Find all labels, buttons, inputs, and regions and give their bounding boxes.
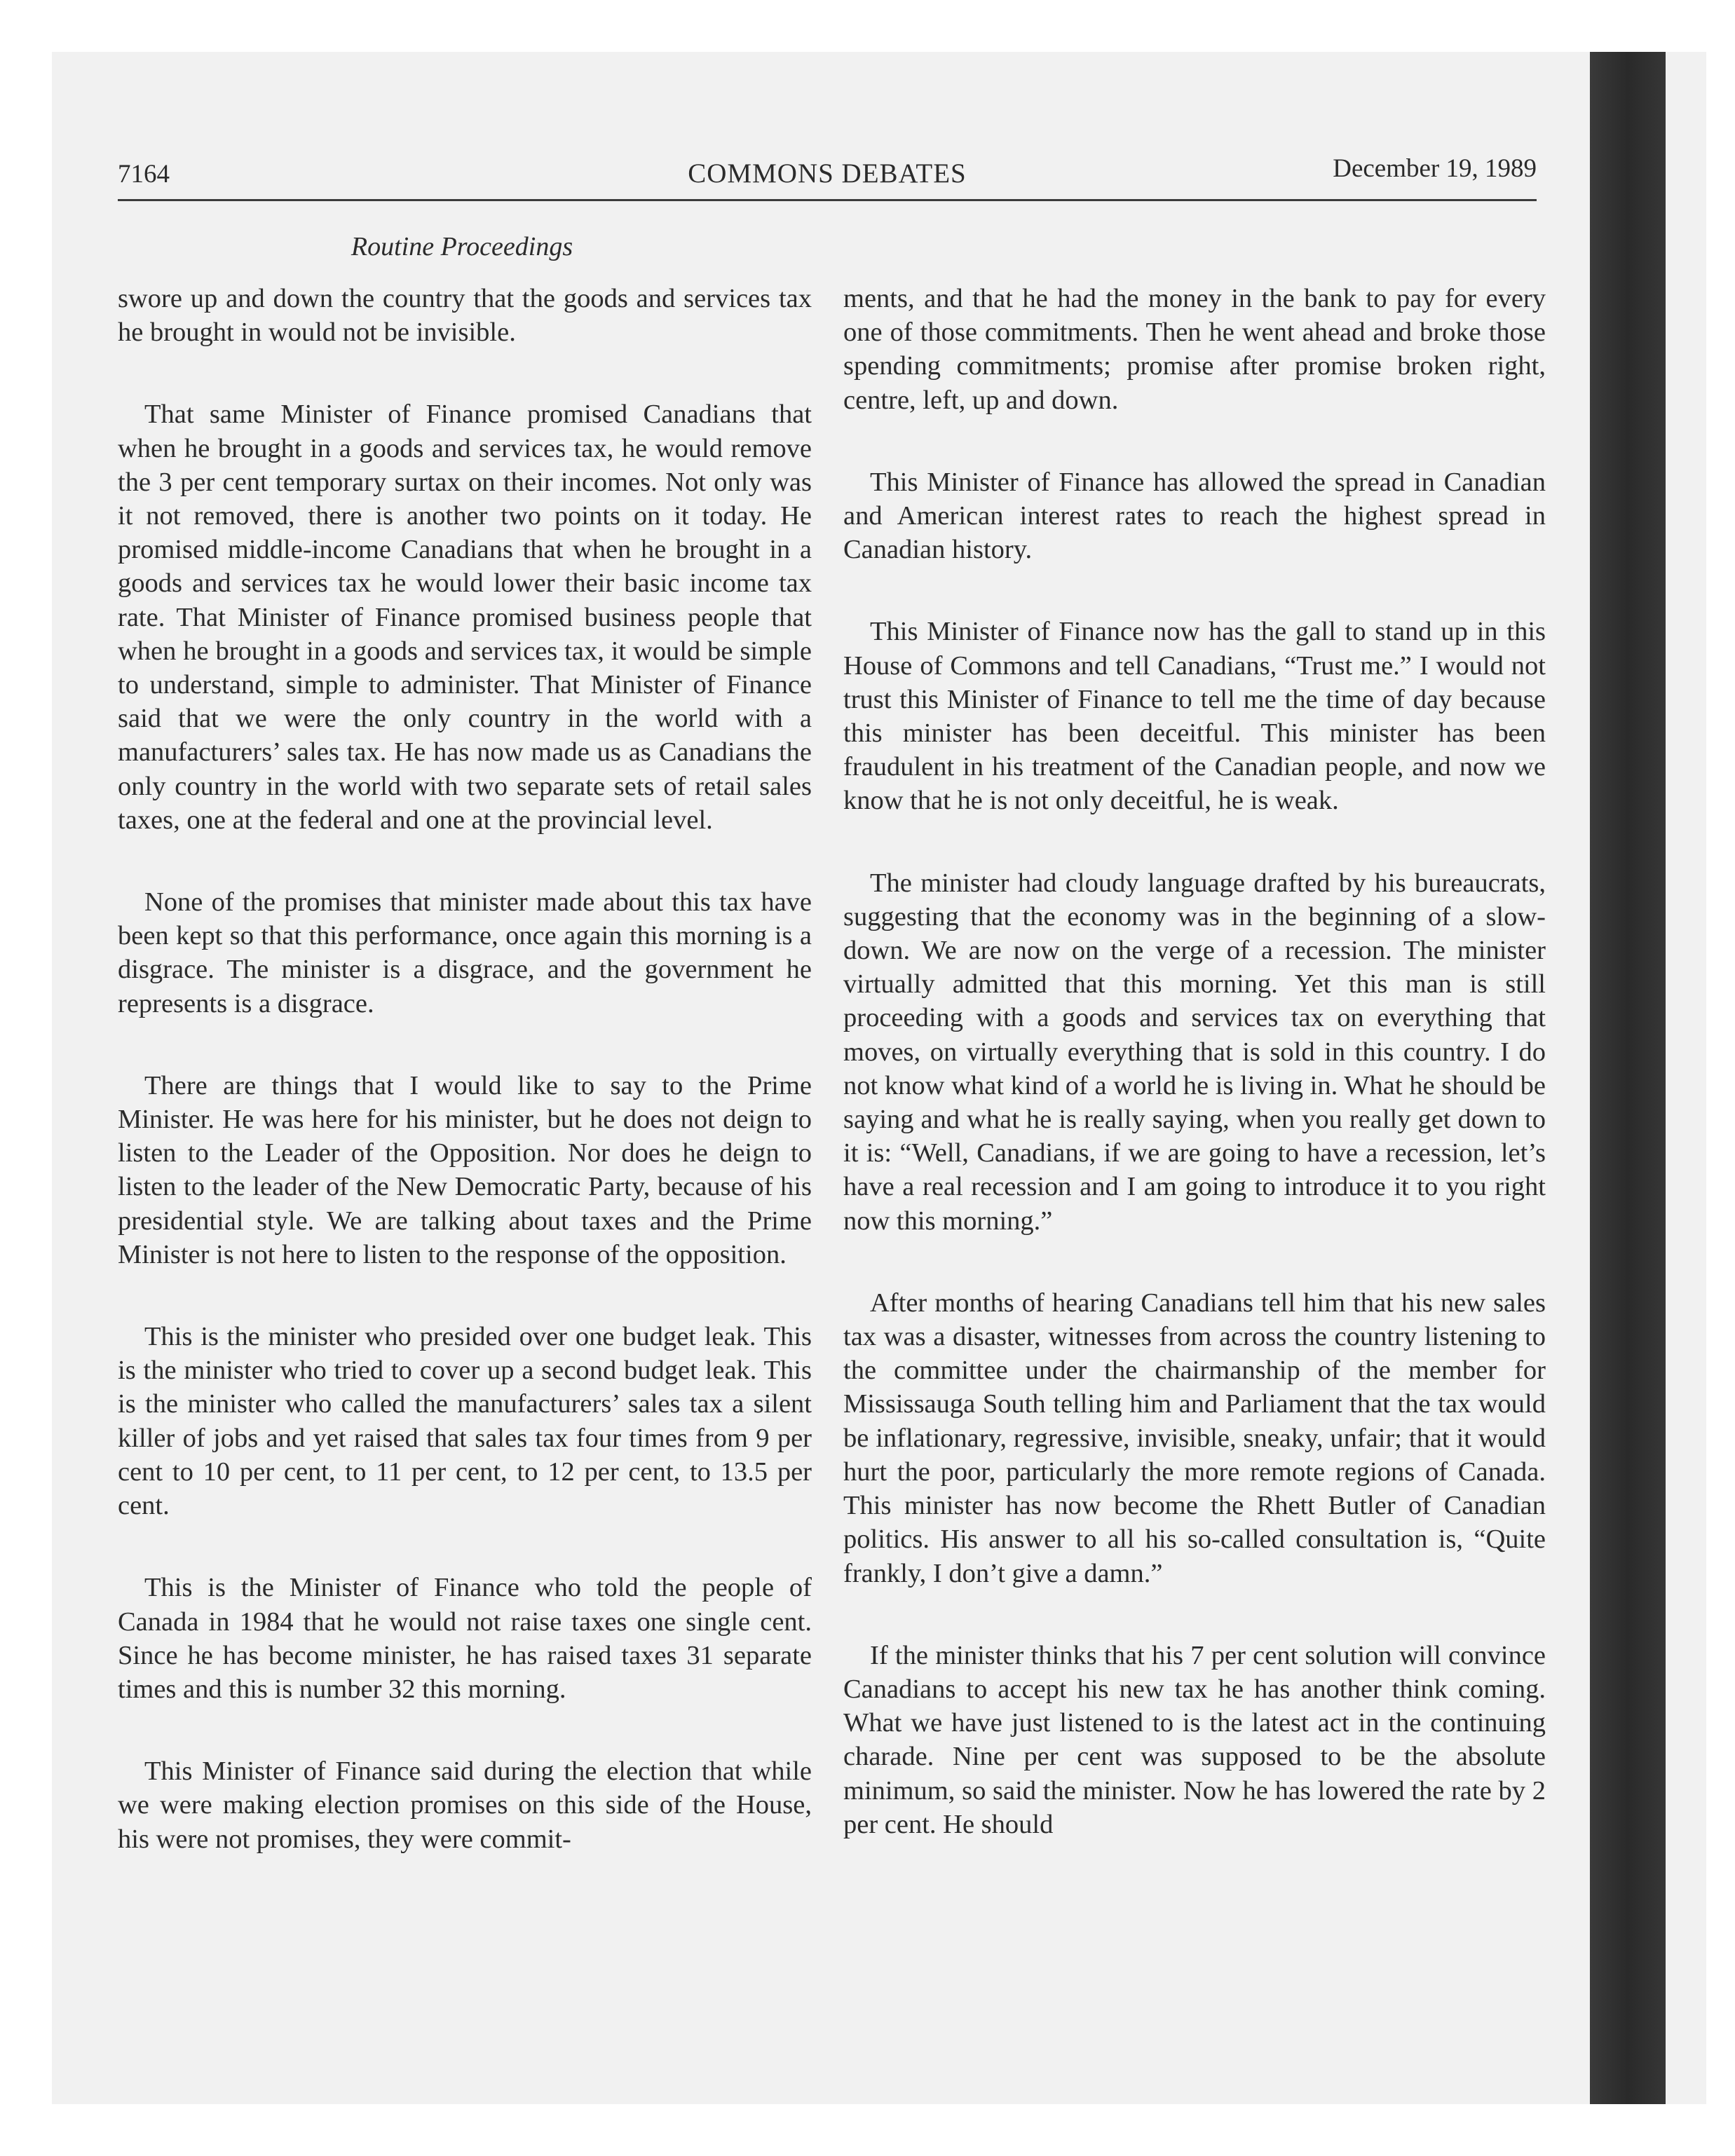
paragraph: This is the Minister of Finance who told the people of Canada in 1984 that he would not raise taxes one single cent. Since he has become minister, he has raised taxes 31 separate times and this is number 32 this morning. bbox=[118, 1573, 812, 1704]
left-column bbox=[118, 282, 812, 1856]
header-rule bbox=[118, 199, 1537, 201]
issue-date: December 19, 1989 bbox=[1333, 154, 1537, 183]
paragraph: None of the promises that minister made about this tax have been kept so that this performance, once again this morning is a disgrace. The minister is a disgrace, and the government he represents is a disgrace. bbox=[118, 887, 812, 1018]
paragraph: The minister had cloudy language drafted by his bureaucrats, suggesting that the economy was in the beginning of a slow-down. We are now on the verge of a recession. The minister virtually admitted that this morning. Yet this man is still proceeding with a goods and services tax on everything that moves, on virtually everything that is sold in this country. I do not know what kind of a world he is living in. What he should be saying and what he is really saying, when you really get down to it is: “Well, Canadians, if we are going to have a recession, let’s have a real recession and I am going to introduce it to you right now this morning.” bbox=[843, 868, 1546, 1236]
paragraph: That same Minister of Finance promised Canadians that when he brought in a goods and services tax, he would remove the 3 per cent temporary surtax on their incomes. Not only was it not removed, there is another two points on it today. He promised middle-income Canadians that when he brought in a goods and services tax he would lower their basic income tax rate. That Minister of Finance promised business people that when he brought in a goods and services tax, it would be simple to understand, simple to administer. That Minister of Finance said that we were the only country in the world with a manufacturers’ sales tax. He has now made us as Canadians the only country in the world with two separate sets of retail sales taxes, one at the federal and one at the provincial level. bbox=[118, 400, 812, 835]
scan-edge-shadow bbox=[1590, 52, 1666, 2104]
paragraph: This is the minister who presided over one budget leak. This is the minister who tried to cover up a second budget leak. This is the minister who called the manufacturers’ sales tax a silent killer of jobs and yet raised that sales tax four times from 9 per cent to 10 per cent, to 11 per cent, to 12 per cent, to 13.5 per cent. bbox=[118, 1322, 812, 1521]
page-header bbox=[118, 151, 1537, 193]
paragraph: There are things that I would like to say to the Prime Minister. He was here for his minister, but he does not deign to listen to the Leader of the Opposition. Nor does he deign to listen to the leader of the New Democratic Party, because of his presidential style. We are talking about taxes and the Prime Minister is not here to listen to the response of the opposition. bbox=[118, 1070, 812, 1269]
section-title: Routine Proceedings bbox=[351, 232, 573, 261]
right-column bbox=[843, 282, 1546, 1841]
paragraph: This Minister of Finance said during the election that while we were making election promises on this side of the House, his were not promises, they were commit- bbox=[118, 1756, 812, 1854]
paragraph: If the minister thinks that his 7 per cent solution will convince Canadians to accept his new tax he has another think coming. What we have just listened to is the latest act in the continuing charade. Nine per cent was supposed to be the absolute minimum, so said the minister. Now he has lowered the rate by 2 per cent. He should bbox=[843, 1640, 1546, 1839]
paragraph: This Minister of Finance has allowed the spread in Canadian and American interest rates to reach the highest spread in Canadian history. bbox=[843, 467, 1546, 565]
paragraph: ments, and that he had the money in the bank to pay for every one of those commitments. Then he went ahead and broke those spending commitments; promise after promise broken right, centre, left, up and down. bbox=[843, 284, 1546, 415]
paragraph: After months of hearing Canadians tell him that his new sales tax was a disaster, witnesses from across the country listening to the committee under the chairmanship of the member for Mississauga South telling him and Parliament that the tax would be inflationary, regressive, invisible, sneaky, unfair; that it would hurt the poor, particularly the more remote regions of Canada. This minister has now become the Rhett Butler of Canadian politics. His answer to all his so-called consultation is, “Quite frankly, I don’t give a damn.” bbox=[843, 1288, 1546, 1588]
journal-title: COMMONS DEBATES bbox=[688, 158, 967, 189]
paragraph: This Minister of Finance now has the gall to stand up in this House of Commons and tell Canadians, “Trust me.” I would not trust this Minister of Finance to tell me the time of day because this minister has been deceitful. This minister has been fraudulent in his treatment of the Canadian people, and now we know that he is not only deceitful, he is weak. bbox=[843, 617, 1546, 816]
paragraph: swore up and down the country that the goods and services tax he brought in would not be invisible. bbox=[118, 284, 812, 348]
page-number: 7164 bbox=[118, 160, 170, 189]
